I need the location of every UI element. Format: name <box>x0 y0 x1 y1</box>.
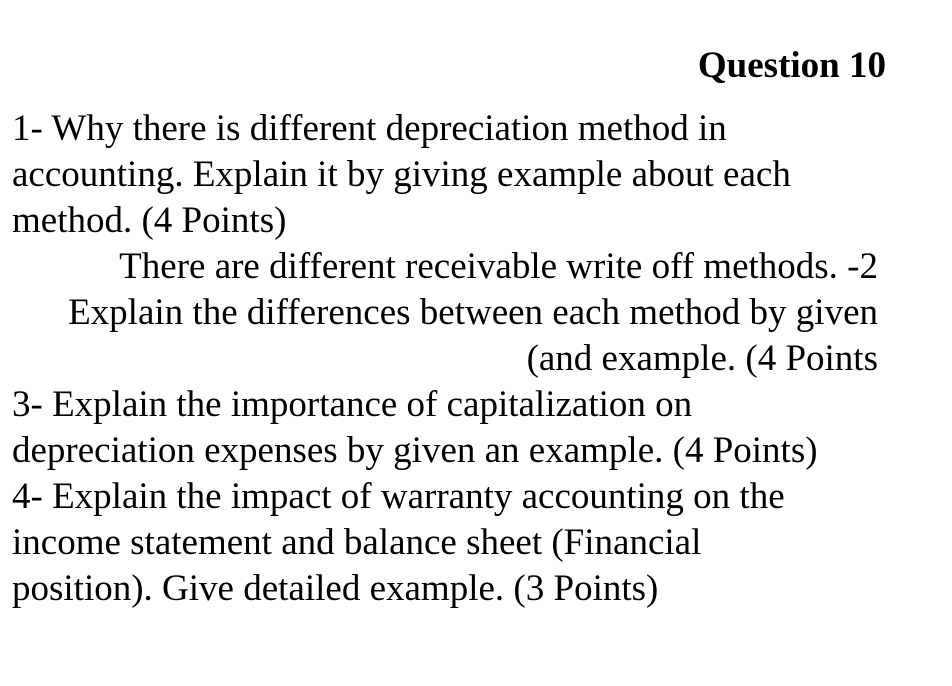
question-4-line-1: 4- Explain the impact of warranty accounting on the <box>12 476 785 517</box>
question-3-line-1: 3- Explain the importance of capitalization on <box>12 384 693 425</box>
question-1-line-2: accounting. Explain it by giving example about each <box>12 154 791 195</box>
question-4-line-3: position). Give detailed example. (3 Points) <box>12 568 659 609</box>
question-title: Question 10 <box>697 45 886 86</box>
question-1-line-1: 1- Why there is different depreciation method in <box>12 108 727 149</box>
question-1-line-3: method. (4 Points) <box>12 200 287 241</box>
question-4-line-2: income statement and balance sheet (Financial <box>12 522 702 563</box>
question-2-line-2: Explain the differences between each method by given <box>68 292 878 333</box>
question-2-line-1: There are different receivable write off methods. -2 <box>119 246 878 287</box>
question-3-line-2: depreciation expenses by given an example. (4 Points) <box>12 430 818 471</box>
question-2-line-3: (and example. (4 Points <box>526 338 878 379</box>
